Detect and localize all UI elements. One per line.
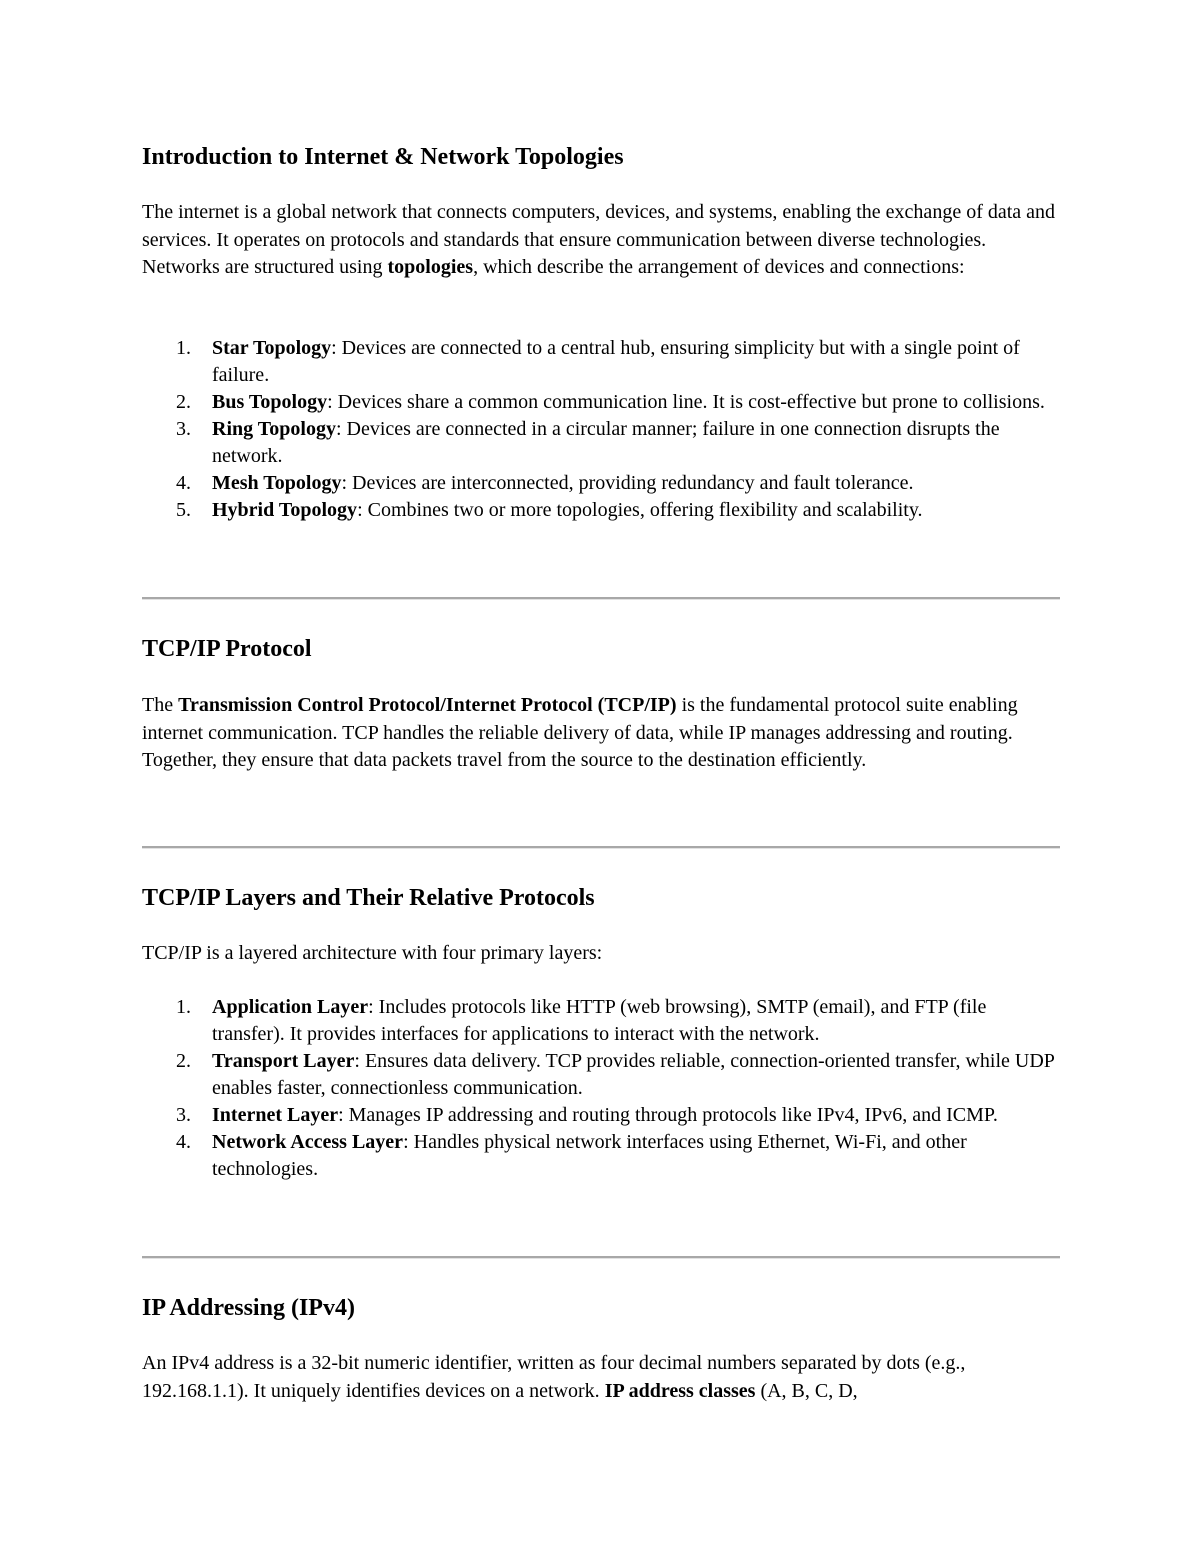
ip-addressing-paragraph (142, 1350, 1060, 1405)
section-heading-tcpip-protocol: TCP/IP Protocol (142, 636, 312, 662)
list-number: 2. (176, 391, 191, 413)
paragraph-bold-term: IP address classes (604, 1379, 756, 1402)
paragraph-text: (A, B, C, D, (755, 1379, 858, 1402)
intro-bold-term: topologies (387, 256, 474, 278)
list-number: 1. (176, 337, 191, 359)
list-term: Hybrid Topology (212, 499, 358, 521)
list-text: : Devices are connected in a circular manner; failure in one connection disrupts the network. (212, 418, 1000, 467)
section-heading-ip-addressing: IP Addressing (IPv4) (142, 1295, 355, 1321)
list-item (142, 994, 1060, 1048)
list-number: 4. (176, 472, 191, 494)
list-text: : Ensures data delivery. TCP provides reliable, connection-oriented transfer, while UDP enables faster, connectionless communication. (212, 1050, 1055, 1099)
section-divider (142, 1256, 1060, 1259)
list-item (142, 335, 1060, 389)
topologies-intro-paragraph (142, 199, 1060, 282)
tcpip-layers-list (142, 994, 1060, 1183)
list-text: : Manages IP addressing and routing through protocols like IPv4, IPv6, and ICMP. (338, 1104, 998, 1126)
list-number: 2. (176, 1050, 191, 1072)
list-term: Bus Topology (212, 391, 328, 413)
intro-text: , which describe the arrangement of devices and connections: (473, 256, 965, 278)
list-term: Network Access Layer (212, 1131, 404, 1153)
list-term: Application Layer (212, 996, 369, 1018)
list-number: 5. (176, 499, 191, 521)
list-term: Internet Layer (212, 1104, 339, 1126)
list-term: Mesh Topology (212, 472, 342, 494)
list-number: 1. (176, 996, 191, 1018)
list-item (142, 470, 1060, 497)
list-text: : Devices are connected to a central hub, ensuring simplicity but with a single point of failure. (212, 337, 1020, 386)
section-divider (142, 597, 1060, 600)
list-term: Star Topology (212, 337, 332, 359)
section-divider (142, 846, 1060, 849)
paragraph-bold-term: Transmission Control Protocol/Internet Protocol (TCP/IP) (178, 694, 677, 716)
list-item (142, 1048, 1060, 1102)
list-number: 4. (176, 1131, 191, 1153)
list-text: : Devices are interconnected, providing redundancy and fault tolerance. (341, 472, 914, 494)
list-item (142, 1129, 1060, 1183)
list-item (142, 497, 1060, 524)
list-item (142, 1102, 1060, 1129)
paragraph-text: The (142, 694, 179, 716)
section-heading-topologies: Introduction to Internet & Network Topologies (142, 144, 624, 170)
list-text: : Includes protocols like HTTP (web browsing), SMTP (email), and FTP (file transfer). It provides interfaces for applications to interact with the network. (212, 996, 987, 1045)
list-item (142, 416, 1060, 470)
paragraph-text: is the fundamental protocol suite enabling internet communication. TCP handles the reliable delivery of data, while IP manages addressing and routing. Together, they ensure that data packets travel from the source to the destination efficiently. (142, 694, 1018, 771)
list-text: : Combines two or more topologies, offering flexibility and scalability. (357, 499, 923, 521)
paragraph-text: An IPv4 address is a 32-bit numeric identifier, written as four decimal numbers separated by dots (e.g., 192.168.1.1). It uniquely identifies devices on a network. (142, 1352, 966, 1402)
section-heading-tcpip-layers: TCP/IP Layers and Their Relative Protocols (142, 885, 595, 911)
list-number: 3. (176, 1104, 191, 1126)
tcpip-protocol-paragraph (142, 692, 1060, 775)
list-number: 3. (176, 418, 191, 440)
list-text: : Handles physical network interfaces using Ethernet, Wi-Fi, and other technologies. (212, 1131, 967, 1180)
list-term: Ring Topology (212, 418, 336, 440)
intro-text: The internet is a global network that connects computers, devices, and systems, enabling the exchange of data and services. It operates on protocols and standards that ensure communication between diverse technologies. Networks are structured using (142, 201, 1056, 278)
topologies-list (142, 335, 1060, 524)
tcpip-layers-intro: TCP/IP is a layered architecture with four primary layers: (142, 942, 603, 964)
list-term: Transport Layer (212, 1050, 355, 1072)
list-text: : Devices share a common communication line. It is cost-effective but prone to collisions. (327, 391, 1045, 413)
list-item (142, 389, 1060, 416)
